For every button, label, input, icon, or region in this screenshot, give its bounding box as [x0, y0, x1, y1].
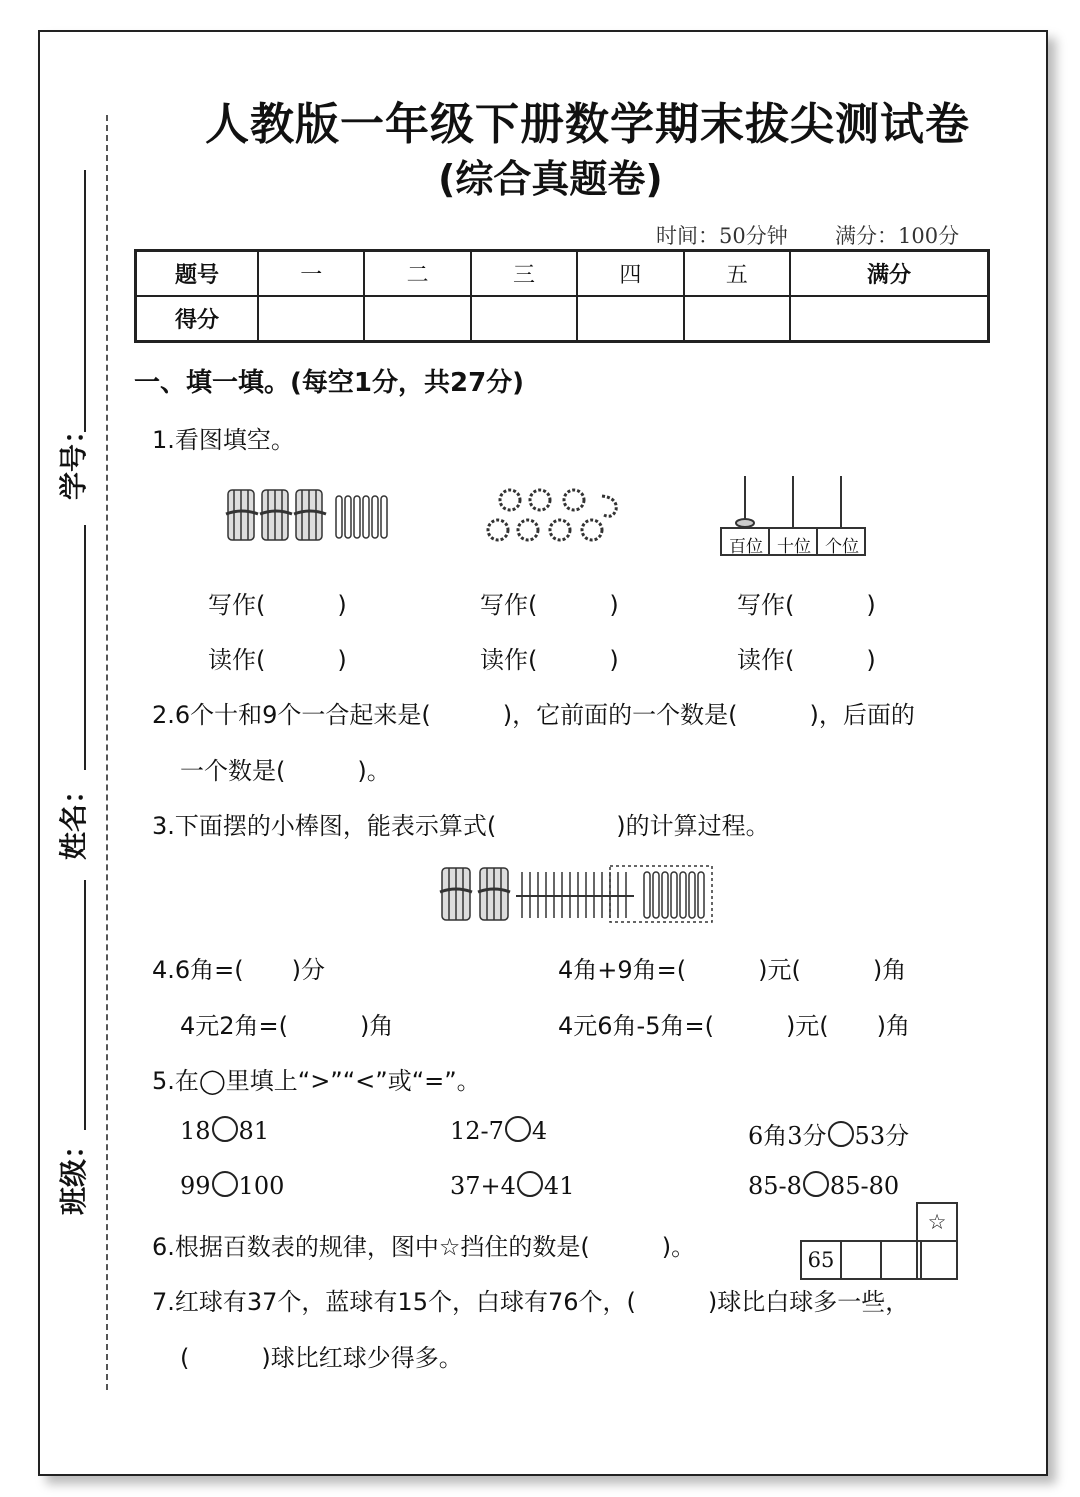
student-id-line[interactable]: [84, 170, 86, 432]
compare-right: 41: [543, 1172, 575, 1200]
score-table-cell: 得分: [136, 296, 259, 342]
score-table-cell: 二: [364, 251, 470, 297]
compare-item[interactable]: [450, 1116, 547, 1145]
compare-item[interactable]: [748, 1116, 909, 1151]
compare-circle[interactable]: [505, 1116, 531, 1142]
question-4d[interactable]: 4元6角-5角=( )元( )角: [558, 1012, 911, 1040]
answer-blank[interactable]: 读作( ): [737, 646, 876, 674]
compare-right: 4: [531, 1117, 548, 1145]
score-table-cell: 三: [471, 251, 577, 297]
question-2-text[interactable]: 一个数是( )。: [180, 757, 391, 785]
compare-circle[interactable]: [212, 1116, 238, 1142]
score-input-cell[interactable]: [577, 296, 683, 342]
question-2-text[interactable]: 2.6个十和9个一合起来是( )，它前面的一个数是( )，后面的: [152, 701, 915, 729]
bead-rings-image: [478, 484, 638, 548]
compare-item[interactable]: [748, 1171, 899, 1200]
abacus-hundreds-label: 百位: [729, 537, 763, 557]
question-1-label: 1.看图填空。: [152, 426, 295, 454]
answer-blank[interactable]: 读作( ): [208, 646, 347, 674]
score-input-cell[interactable]: [364, 296, 470, 342]
class-label: 班级：: [57, 1130, 90, 1215]
score-input-cell[interactable]: [684, 296, 790, 342]
compare-left: 99: [180, 1172, 211, 1200]
score-input-cell[interactable]: [471, 296, 577, 342]
score-table-cell: 五: [684, 251, 790, 297]
question-6-text[interactable]: 6.根据百数表的规律，图中☆挡住的数是( )。: [152, 1233, 696, 1261]
name-label: 姓名：: [57, 775, 90, 860]
hundred-chart-star-grid: [916, 1202, 958, 1280]
compare-right: 53分: [854, 1122, 910, 1150]
compare-circle[interactable]: [803, 1171, 829, 1197]
compare-left: 18: [180, 1117, 211, 1145]
class-line[interactable]: [84, 880, 86, 1130]
exam-full-score: 满分：100分: [835, 224, 960, 248]
exam-time: 时间：50分钟: [656, 224, 788, 248]
page-subtitle: (综合真题卷): [438, 157, 663, 201]
bundle-icon: [226, 490, 258, 540]
grid-cell-65: 65: [801, 1241, 841, 1279]
section-title: 一、填一填。(每空1分，共27分): [134, 368, 525, 398]
grid-cell: [881, 1241, 921, 1279]
compare-left: 85-8: [748, 1172, 802, 1200]
compare-right: 100: [238, 1172, 285, 1200]
compare-circle[interactable]: [517, 1171, 543, 1197]
question-4a[interactable]: 4.6角=( )分: [152, 956, 326, 984]
compare-left: 37+4: [450, 1172, 516, 1200]
name-line[interactable]: [84, 525, 86, 770]
score-input-cell[interactable]: [790, 296, 988, 342]
binding-dashed-line: [106, 115, 108, 1390]
question-4b[interactable]: 4角+9角=( )元( )角: [558, 956, 907, 984]
compare-right: 81: [238, 1117, 270, 1145]
hundred-chart-grid: [800, 1240, 922, 1280]
compare-circle[interactable]: [212, 1171, 238, 1197]
compare-circle[interactable]: [828, 1121, 854, 1147]
question-7-text[interactable]: 7.红球有37个，蓝球有15个，白球有76个，( )球比白球多一些，: [152, 1288, 910, 1316]
answer-blank[interactable]: 写作( ): [208, 591, 347, 619]
answer-blank[interactable]: 写作( ): [737, 591, 876, 619]
student-id-label: 学号：: [57, 415, 90, 500]
star-icon: ☆: [917, 1203, 957, 1241]
answer-blank[interactable]: 读作( ): [480, 646, 619, 674]
page-title: 人教版一年级下册数学期末拔尖测试卷: [205, 99, 970, 150]
score-table: [134, 249, 990, 343]
compare-item[interactable]: [180, 1171, 284, 1200]
stick-subtraction-image: [438, 862, 718, 924]
question-3-text[interactable]: 3.下面摆的小棒图，能表示算式( )的计算过程。: [152, 812, 770, 840]
compare-left: 6角3分: [748, 1122, 827, 1150]
grid-cell: [917, 1241, 957, 1279]
compare-right: 85-80: [829, 1172, 900, 1200]
question-5-label: 5.在◯里填上“>”“<”或“=”。: [152, 1067, 481, 1095]
abacus-ones-label: 个位: [825, 537, 859, 557]
compare-item[interactable]: [450, 1171, 574, 1200]
score-table-cell: 一: [258, 251, 364, 297]
score-table-cell: 满分: [790, 251, 988, 297]
question-4c[interactable]: 4元2角=( )角: [180, 1012, 394, 1040]
score-table-cell: 题号: [136, 251, 259, 297]
grid-cell: [841, 1241, 881, 1279]
stick-bundles-image: [222, 484, 397, 546]
score-table-cell: 四: [577, 251, 683, 297]
answer-blank[interactable]: 写作( ): [480, 591, 619, 619]
compare-left: 12-7: [450, 1117, 504, 1145]
score-input-cell[interactable]: [258, 296, 364, 342]
compare-item[interactable]: [180, 1116, 269, 1145]
question-7-text[interactable]: ( )球比红球少得多。: [180, 1344, 463, 1372]
abacus-tens-label: 十位: [777, 537, 811, 557]
